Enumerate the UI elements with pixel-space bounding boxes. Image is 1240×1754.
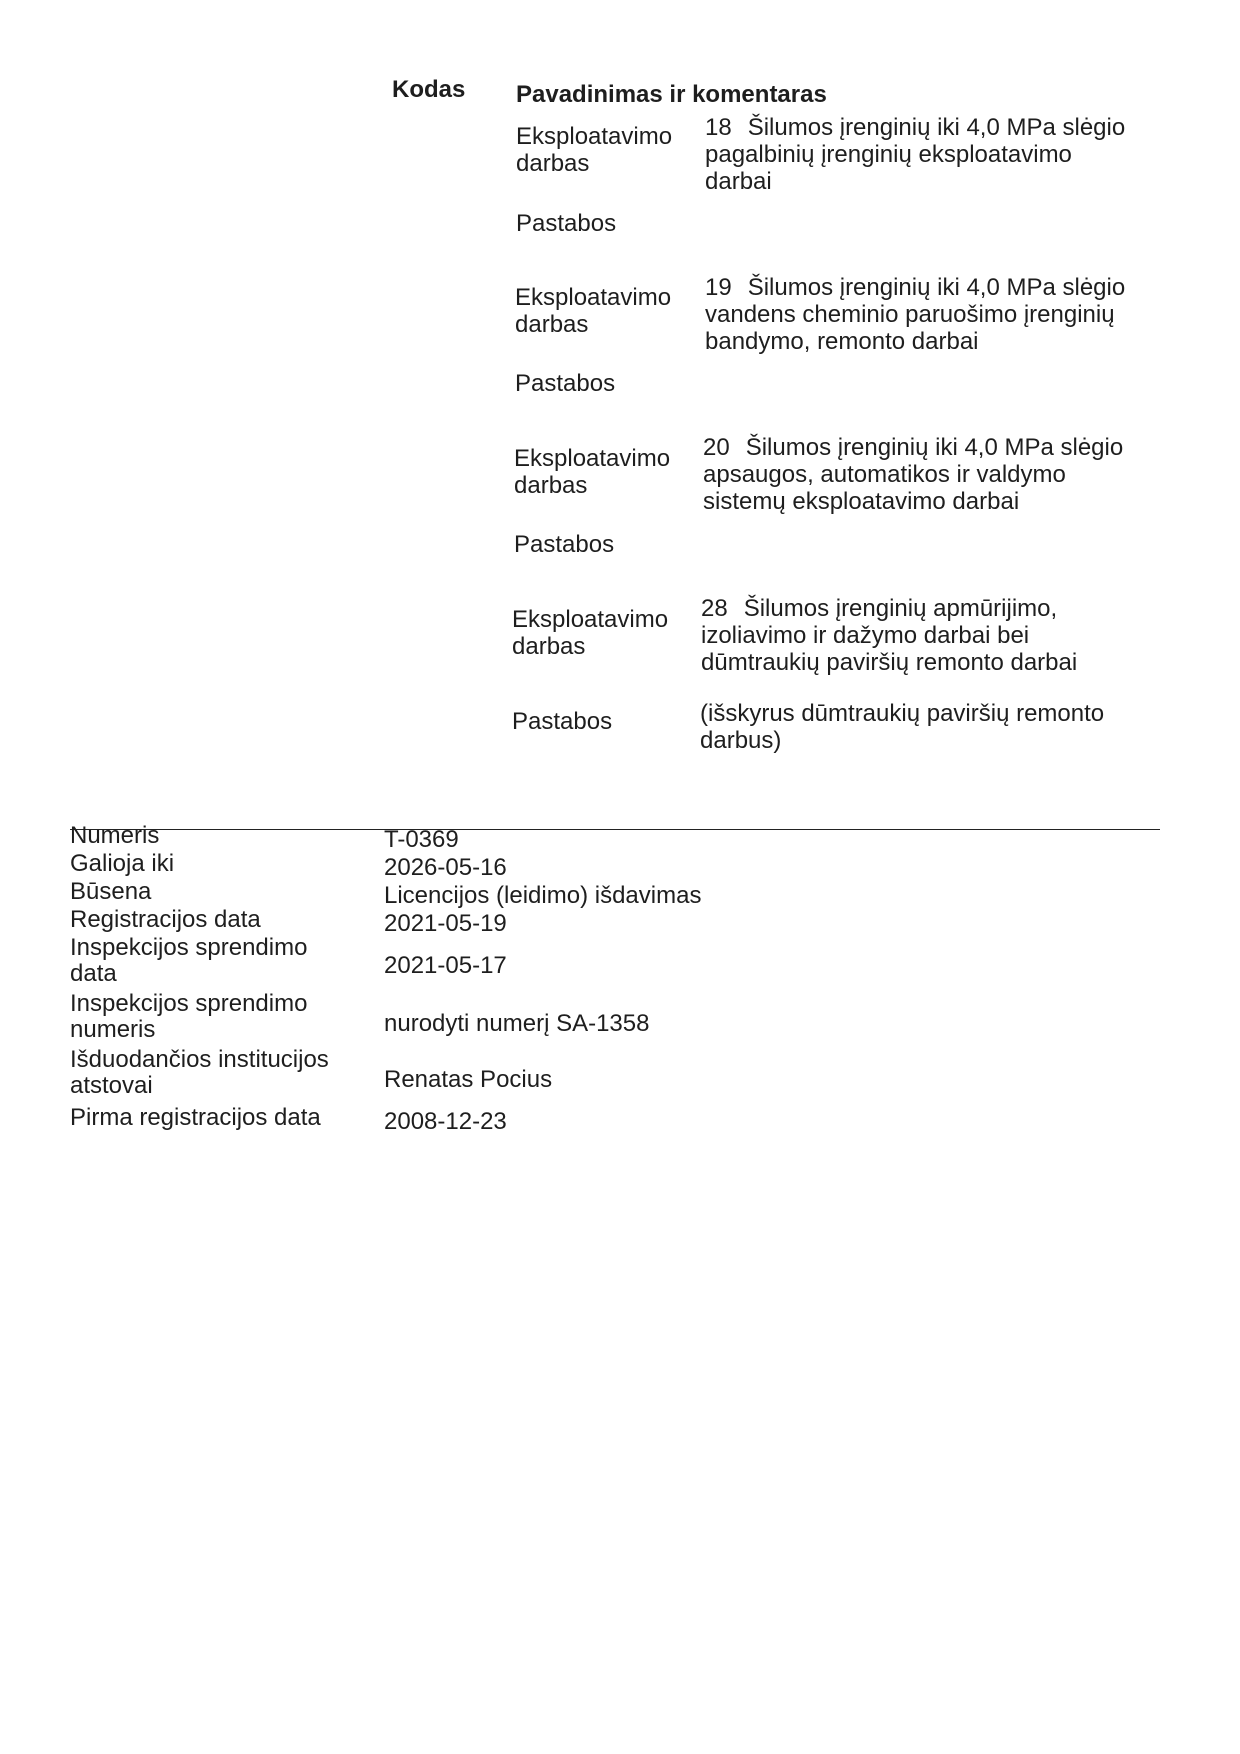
decision-number-label: Inspekcijos sprendimo numeris <box>70 990 308 1043</box>
activity-notes: (išskyrus dūmtraukių paviršių remonto darbus) <box>700 700 1105 754</box>
activity-type-label: Eksploatavimo darbas <box>516 123 673 177</box>
column-header-name: Pavadinimas ir komentaras <box>516 81 827 108</box>
activity-notes-label: Pastabos <box>514 531 615 558</box>
activity-description <box>703 434 1153 515</box>
issuer: Renatas Pocius <box>384 1066 553 1093</box>
activity-notes-label: Pastabos <box>512 708 613 735</box>
activity-number: 20 <box>703 434 730 461</box>
status-label: Būsena <box>70 878 152 905</box>
activity-name: Šilumos įrenginių iki 4,0 MPa slėgio pagalbinių įrenginių eksploatavimo darbai <box>705 114 1126 195</box>
activity-type-label: Eksploatavimo darbas <box>514 445 671 499</box>
activity-name: Šilumos įrenginių iki 4,0 MPa slėgio apsaugos, automatikos ir valdymo sistemų eksploatavimo darbai <box>703 434 1124 515</box>
activity-description <box>705 114 1145 195</box>
activity-notes-label: Pastabos <box>516 210 617 237</box>
valid-until: 2026-05-16 <box>384 854 507 881</box>
column-header-code: Kodas <box>392 76 466 103</box>
activity-description <box>701 595 1131 676</box>
registration-date: 2021-05-19 <box>384 910 507 937</box>
activity-type-label: Eksploatavimo darbas <box>515 284 672 338</box>
activity-number: 19 <box>705 274 732 301</box>
activity-description <box>705 274 1145 355</box>
issuer-label: Išduodančios institucijos atstovai <box>70 1046 329 1099</box>
decision-number: nurodyti numerį SA-1358 <box>384 1010 650 1037</box>
valid-until-label: Galioja iki <box>70 850 175 877</box>
activity-name: Šilumos įrenginių apmūrijimo, izoliavimo ir dažymo darbai bei dūmtraukių paviršių remonto darbai <box>701 595 1078 676</box>
first-registration-label: Pirma registracijos data <box>70 1104 321 1131</box>
activity-name: Šilumos įrenginių iki 4,0 MPa slėgio vandens cheminio paruošimo įrenginių bandymo, remonto darbai <box>705 274 1126 355</box>
decision-date: 2021-05-17 <box>384 952 507 979</box>
activity-notes-label: Pastabos <box>515 370 616 397</box>
first-registration: 2008-12-23 <box>384 1108 507 1135</box>
status-value: Licencijos (leidimo) išdavimas <box>384 882 702 909</box>
activity-type-label: Eksploatavimo darbas <box>512 606 669 660</box>
decision-date-label: Inspekcijos sprendimo data <box>70 934 308 987</box>
license-number: T-0369 <box>384 826 459 853</box>
license-number-label: Numeris <box>70 822 160 849</box>
activity-number: 28 <box>701 595 728 622</box>
activity-number: 18 <box>705 114 732 141</box>
registration-date-label: Registracijos data <box>70 906 261 933</box>
